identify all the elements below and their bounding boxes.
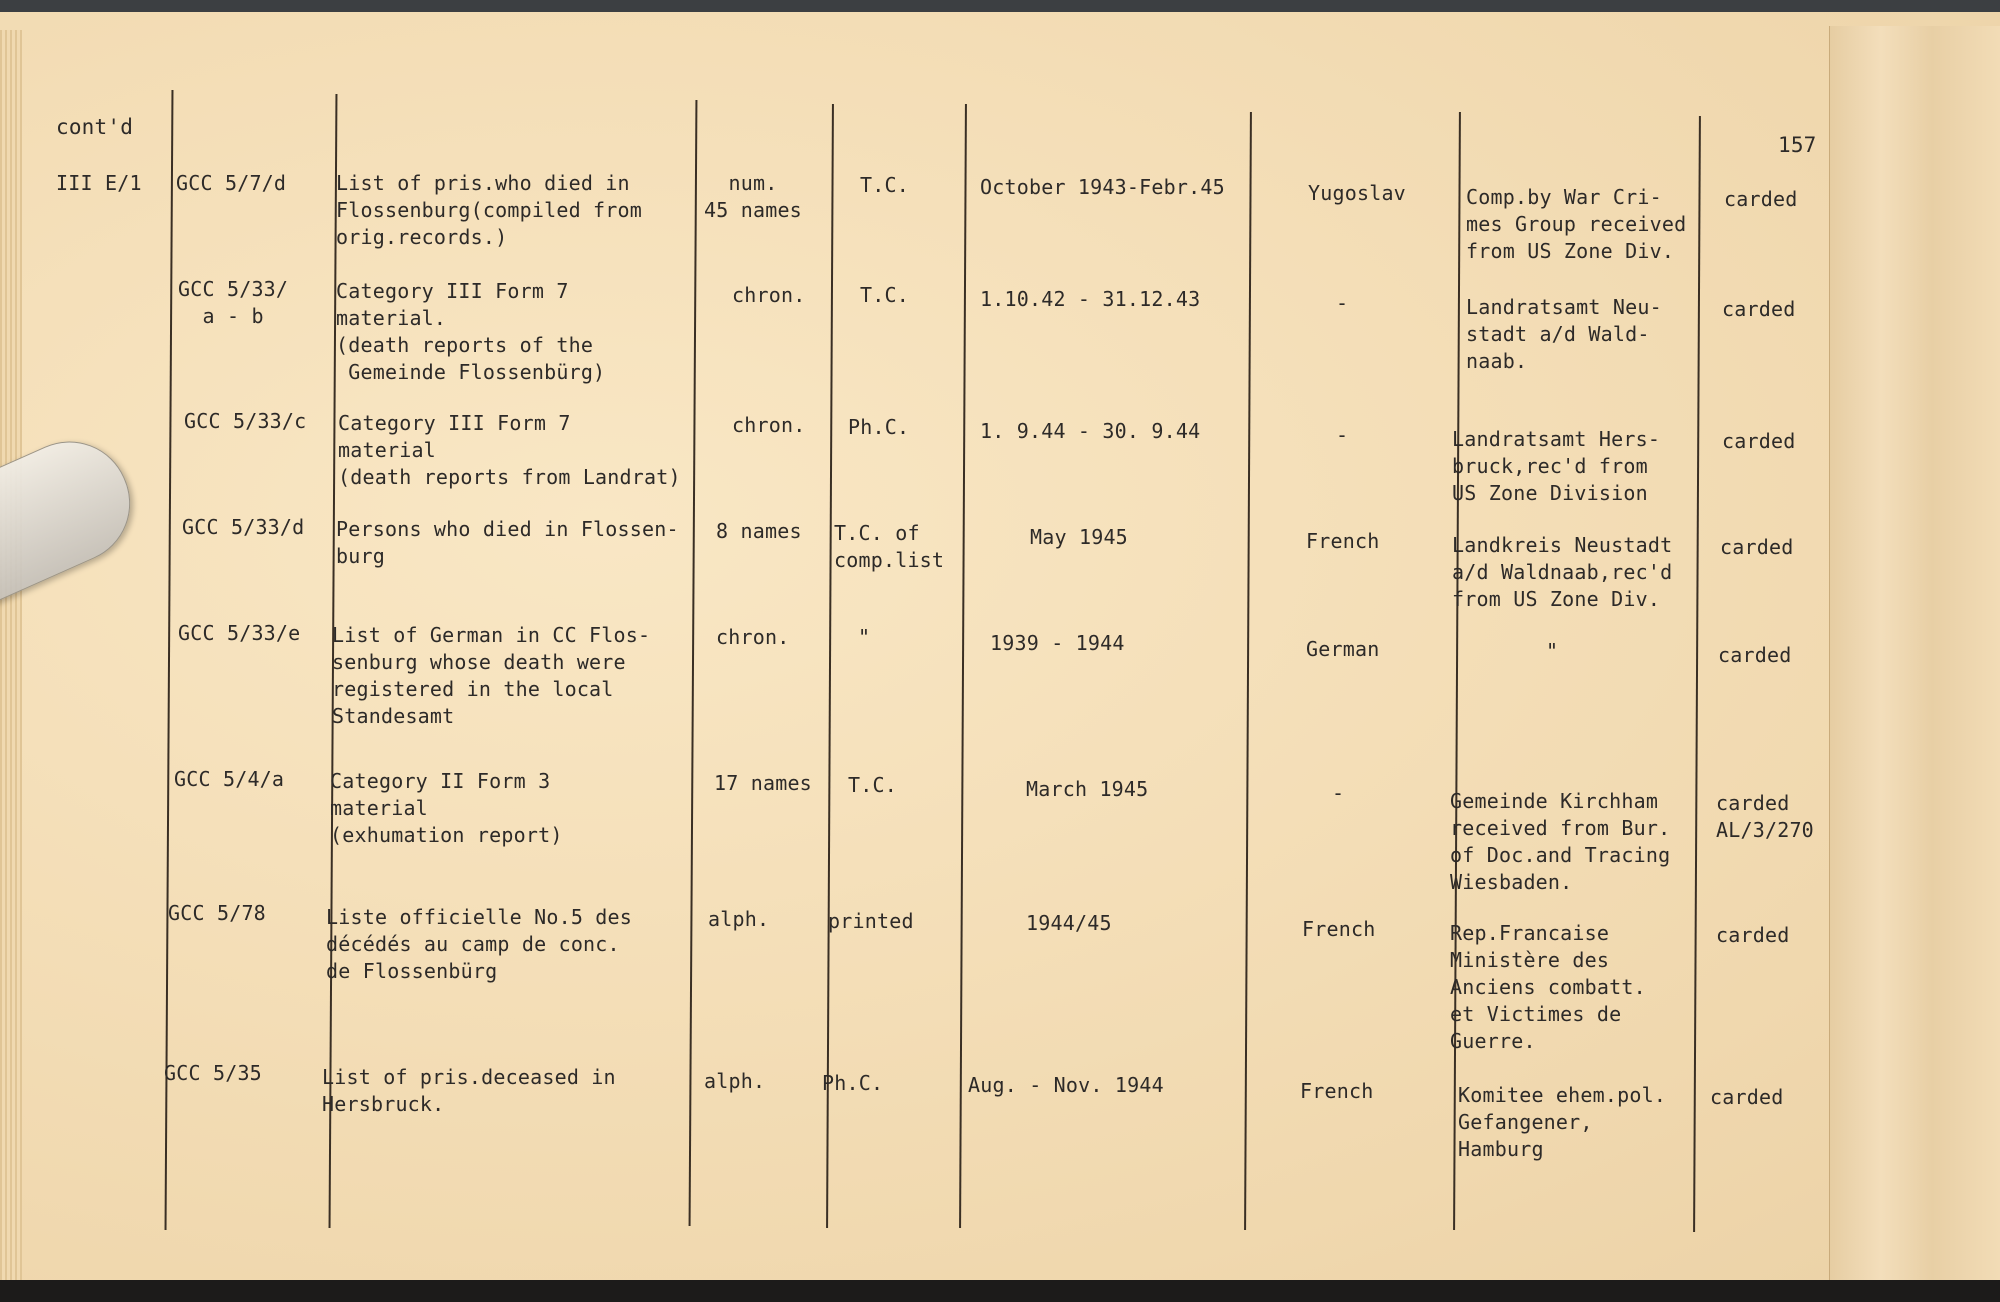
- row-3-form: Ph.C.: [848, 415, 910, 439]
- row-1-form: T.C.: [860, 173, 909, 197]
- row-7-form: printed: [828, 909, 914, 933]
- row-4-form: T.C. of comp.list: [834, 521, 945, 572]
- row-7-arrangement: alph.: [708, 907, 770, 931]
- row-6-status: carded AL/3/270: [1716, 791, 1814, 842]
- row-1-status: carded: [1724, 187, 1798, 211]
- row-7-nationality: French: [1302, 917, 1376, 941]
- page-stack-left-edge: [0, 30, 22, 1280]
- row-8-ref: GCC 5/35: [164, 1061, 262, 1085]
- row-4-source: Landkreis Neustadt a/d Waldnaab,rec'd from US Zone Div.: [1452, 533, 1673, 611]
- row-1-source: Comp.by War Cri- mes Group received from US Zone Div.: [1466, 185, 1687, 263]
- column-rule-1: [165, 90, 174, 1230]
- row-8-source: Komitee ehem.pol. Gefangener, Hamburg: [1458, 1083, 1667, 1161]
- row-4-arrangement: 8 names: [716, 519, 802, 543]
- row-6-dates: March 1945: [1026, 777, 1149, 801]
- row-6-arrangement: 17 names: [714, 771, 812, 795]
- row-4-description: Persons who died in Flossen- burg: [336, 517, 679, 568]
- row-6-description: Category II Form 3 material (exhumation report): [330, 769, 563, 847]
- column-rule-8: [1693, 116, 1701, 1232]
- row-4-dates: May 1945: [1030, 525, 1128, 549]
- row-1-description: List of pris.who died in Flossenburg(compiled from orig.records.): [336, 171, 643, 249]
- row-8-form: Ph.C.: [822, 1071, 884, 1095]
- index-tab[interactable]: [0, 422, 149, 603]
- row-3-source: Landratsamt Hers- bruck,rec'd from US Zone Division: [1452, 427, 1661, 505]
- row-2-form: T.C.: [860, 283, 909, 307]
- row-3-dates: 1. 9.44 - 30. 9.44: [980, 419, 1201, 443]
- row-3-status: carded: [1722, 429, 1796, 453]
- row-5-arrangement: chron.: [716, 625, 790, 649]
- row-5-source: ": [1546, 639, 1559, 663]
- column-rule-5: [959, 104, 967, 1228]
- row-7-dates: 1944/45: [1026, 911, 1112, 935]
- row-7-description: Liste officielle No.5 des décédés au camp de conc. de Flossenbürg: [326, 905, 633, 983]
- row-3-nationality: -: [1336, 423, 1349, 447]
- row-3-arrangement: chron.: [732, 413, 806, 437]
- column-rule-4: [826, 104, 834, 1228]
- column-rule-3: [689, 100, 698, 1226]
- row-2-nationality: -: [1336, 291, 1349, 315]
- row-1-nationality: Yugoslav: [1308, 181, 1406, 205]
- row-5-status: carded: [1718, 643, 1792, 667]
- page-stack-right-edge: [1829, 26, 2000, 1290]
- row-2-ref: GCC 5/33/ a - b: [178, 277, 289, 328]
- row-6-form: T.C.: [848, 773, 897, 797]
- ledger-page: [0, 12, 2000, 1290]
- row-5-form: ": [858, 625, 871, 649]
- row-2-description: Category III Form 7 material. (death reports of the Gemeinde Flossenbürg): [336, 279, 606, 384]
- row-8-description: List of pris.deceased in Hersbruck.: [322, 1065, 616, 1116]
- column-rule-6: [1244, 112, 1252, 1230]
- row-4-ref: GCC 5/33/d: [182, 515, 305, 539]
- page-number: 157: [1778, 133, 1817, 157]
- row-7-source: Rep.Francaise Ministère des Anciens combatt. et Victimes de Guerre.: [1450, 921, 1646, 1053]
- column-rule-7: [1453, 112, 1461, 1230]
- row-7-status: carded: [1716, 923, 1790, 947]
- row-8-arrangement: alph.: [704, 1069, 766, 1093]
- row-1-dates: October 1943-Febr.45: [980, 175, 1225, 199]
- row-2-source: Landratsamt Neu- stadt a/d Wald- naab.: [1466, 295, 1662, 373]
- section-code: III E/1: [56, 171, 142, 195]
- row-7-ref: GCC 5/78: [168, 901, 266, 925]
- row-6-ref: GCC 5/4/a: [174, 767, 285, 791]
- row-5-description: List of German in CC Flos- senburg whose death were registered in the local Standesamt: [332, 623, 651, 728]
- row-3-description: Category III Form 7 material (death reports from Landrat): [338, 411, 681, 489]
- row-5-ref: GCC 5/33/e: [178, 621, 301, 645]
- bottom-shadow: [0, 1280, 2000, 1302]
- row-5-nationality: German: [1306, 637, 1380, 661]
- row-1-ref: GCC 5/7/d: [176, 171, 287, 195]
- continued-label: cont'd: [56, 115, 134, 139]
- row-3-ref: GCC 5/33/c: [184, 409, 307, 433]
- row-2-arrangement: chron.: [732, 283, 806, 307]
- row-8-nationality: French: [1300, 1079, 1374, 1103]
- row-2-dates: 1.10.42 - 31.12.43: [980, 287, 1201, 311]
- row-6-source: Gemeinde Kirchham received from Bur. of Doc.and Tracing Wiesbaden.: [1450, 789, 1671, 894]
- row-5-dates: 1939 - 1944: [990, 631, 1125, 655]
- row-8-status: carded: [1710, 1085, 1784, 1109]
- row-6-nationality: -: [1332, 781, 1345, 805]
- row-2-status: carded: [1722, 297, 1796, 321]
- row-1-arrangement: num. 45 names: [704, 171, 802, 222]
- row-8-dates: Aug. - Nov. 1944: [968, 1073, 1164, 1097]
- row-4-status: carded: [1720, 535, 1794, 559]
- row-4-nationality: French: [1306, 529, 1380, 553]
